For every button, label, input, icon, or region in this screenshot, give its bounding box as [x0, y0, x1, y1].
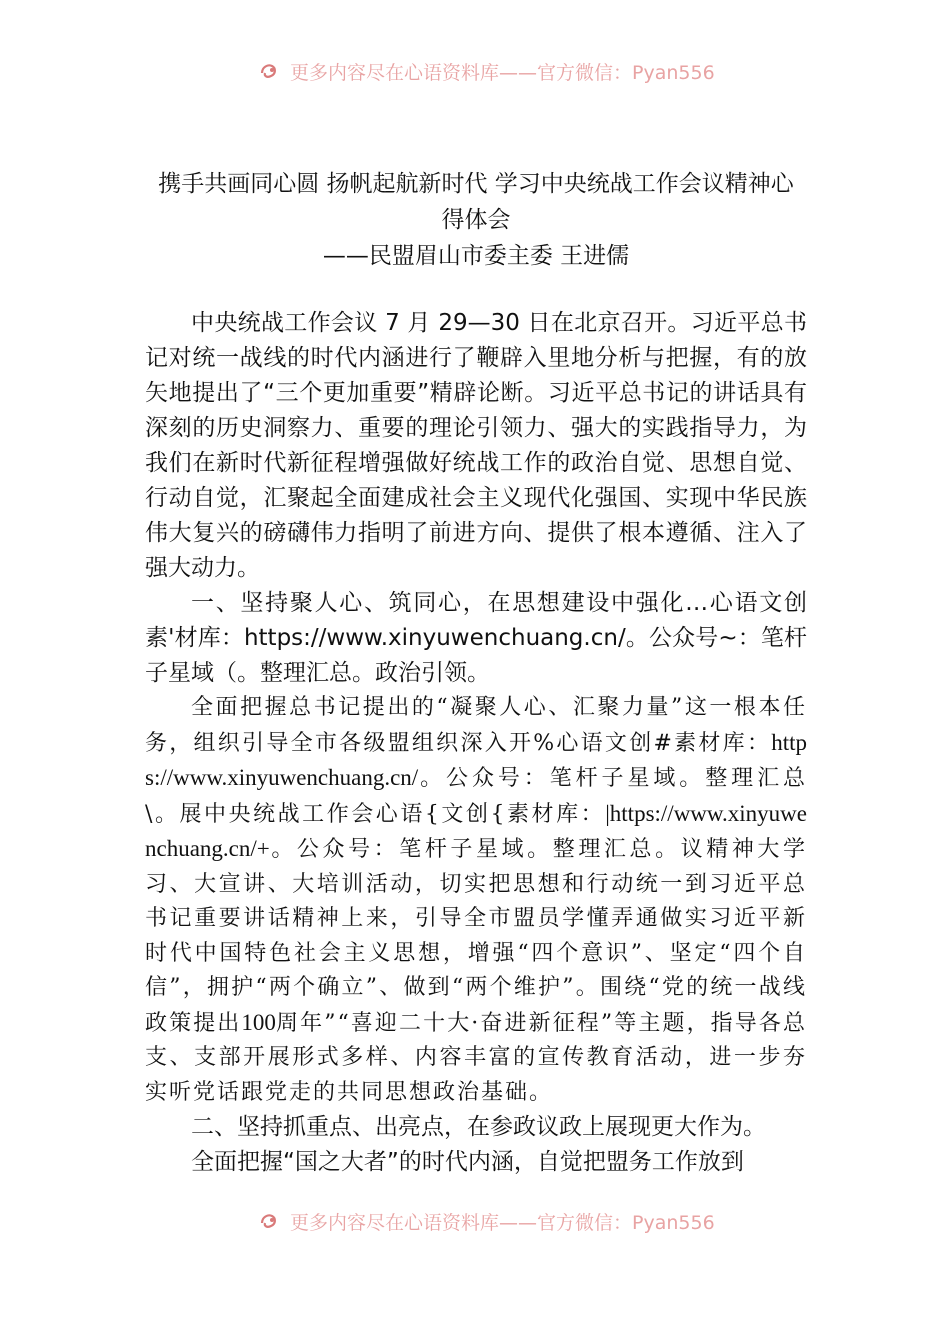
watermark-top	[258, 56, 778, 86]
document-title-line2: 得体会	[441, 207, 511, 233]
section2-body: 全面把握“国之大者”的时代内涵，自觉把盟务工作放到	[191, 1149, 744, 1175]
section1-heading: 一、坚持聚人心、筑同心，在思想建设中强化…心语文创素'材库：https://www.xinyuwenchuang.cn/。公众号~：笔杆子星域（。整理汇总。政治引领。	[145, 590, 807, 686]
document-author: ——民盟眉山市委主委 王进儒	[322, 243, 630, 269]
section1-body-part-d: 周年”“喜迎二十大·奋进新征程”等主题，指导各总支、支部开展形式多样、内容丰富的宣传教育活动，进一步夯实听党话跟党走的共同思想政治基础。	[145, 1010, 807, 1105]
watermark-logo-icon	[258, 59, 282, 83]
document-title-line1: 携手共画同心圆 扬帆起航新时代 学习中央统战工作会议精神心	[158, 171, 794, 197]
watermark-bottom	[258, 1206, 778, 1236]
watermark-text: 更多内容尽在心语资料库——官方微信：Pyan556	[290, 1211, 715, 1234]
section1-body-part-c: 。公众号：笔杆子星域。整理汇总。议精神大学习、大宣讲、大培训活动，切实把思想和行动统一到习近平总书记重要讲话精神上来，引导全市盟员学懂弄通做实习近平新时代中国特色社会主义思想，增强“四个意识”、坚定“四个自信”，拥护“两个确立”、做到“两个维护”。围绕“党的统一战线政策提出	[145, 837, 807, 1036]
watermark-text: 更多内容尽在心语资料库——官方微信：Pyan556	[290, 61, 715, 84]
intro-paragraph: 中央统战工作会议 7 月 29—30 日在北京召开。习近平总书记对统一战线的时代内涵进行了鞭辟入里地分析与把握，有的放矢地提出了“三个更加重要”精辟论断。习近平总书记的讲话具有深刻的历史洞察力、重要的理论引领力、强大的实践指导力，为我们在新时代新征程增强做好统战工作的政治自觉、思想自觉、行动自觉，汇聚起全面建成社会主义现代化强国、实现中华民族伟大复兴的磅礴伟力指明了前进方向、提供了根本遵循、注入了强大动力。	[145, 310, 807, 581]
number-100: 100	[241, 1009, 276, 1035]
section1-body-part-a: 全面把握总书记提出的“凝聚人心、汇聚力量”这一根本任务，组织引导全市各级盟组织深入开%心语文创#素材库：	[145, 695, 807, 756]
url-link-1: https://www.xinyuwenchuang.cn/	[145, 729, 807, 790]
section1-body-part-b: 。公众号：笔杆子星域。整理汇总\。展中央统战工作会心语{文创{素材库：	[145, 766, 807, 827]
url-link-2: |https://www.xinyuwenchuang.cn/+	[145, 800, 807, 861]
watermark-logo-icon	[258, 1209, 282, 1233]
document-page	[145, 166, 807, 1180]
section1-body	[145, 691, 807, 1110]
section2-heading: 二、坚持抓重点、出亮点，在参政议政上展现更大作为。	[191, 1114, 766, 1140]
